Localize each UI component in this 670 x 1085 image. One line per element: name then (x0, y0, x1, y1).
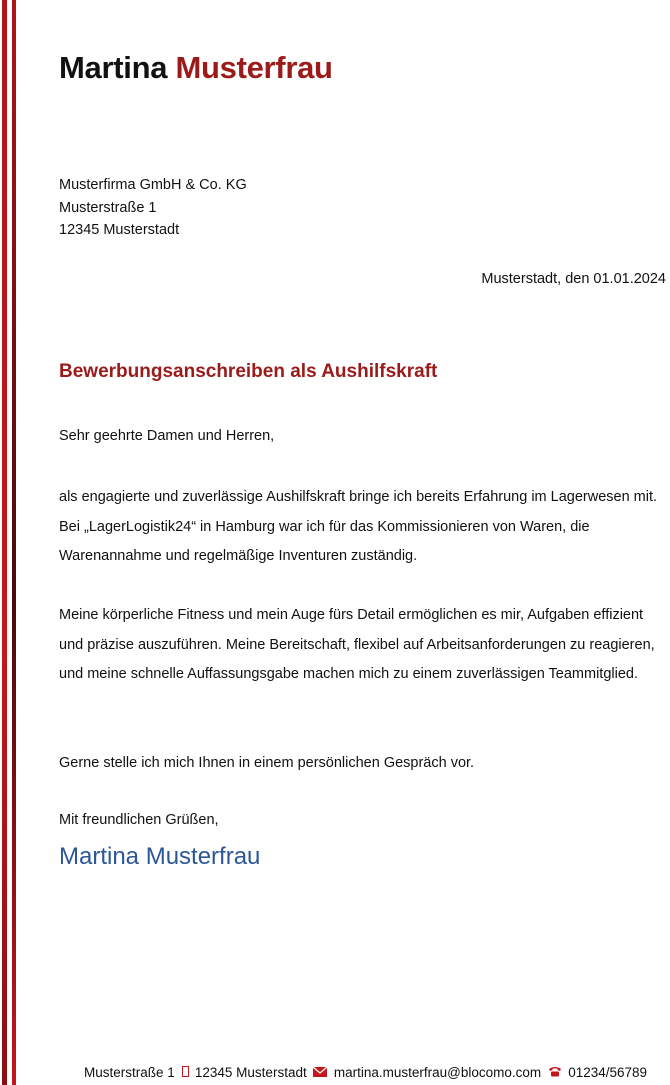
body-paragraph-1: als engagierte und zuverlässige Aushilfskraft bringe ich bereits Erfahrung im Lagerwesen mit. Bei „LagerLogistik24“ in Hamburg war ich für das Kommissionieren von Waren, die Warenannahme und regelmäßige Inventuren zuständig. (59, 489, 658, 564)
recipient-city: 12345 Musterstadt (59, 222, 180, 239)
header-first-name: Martina (59, 50, 168, 85)
header-name (59, 50, 333, 86)
closing: Mit freundlichen Grüßen, (59, 812, 219, 828)
body-paragraph-2: Meine körperliche Fitness und mein Auge fürs Detail ermöglichen es mir, Aufgaben effizient und präzise auszuführen. Meine Bereitschaft, flexibel auf Arbeitsanforderungen zu reagieren, und meine schnelle Auffassungsgabe machen mich zu einem zuverlässigen Teammitglied. (59, 607, 655, 682)
recipient-street: Musterstraße 1 (59, 199, 157, 216)
footer-street: Musterstraße 1 (84, 1065, 175, 1080)
salutation: Sehr geehrte Damen und Herren, (59, 428, 275, 444)
footer-phone[interactable]: 01234/56789 (568, 1065, 648, 1080)
footer-email[interactable]: martina.musterfrau@blocomo.com (333, 1065, 542, 1080)
body-paragraph-3: Gerne stelle ich mich Ihnen in einem persönlichen Gespräch vor. (59, 755, 475, 771)
recipient-address (59, 174, 247, 242)
letter-date: Musterstadt, den 01.01.2024 (481, 271, 666, 287)
location-icon (182, 1066, 192, 1080)
email-icon (313, 1066, 330, 1080)
left-accent-bar-thin (12, 0, 16, 1085)
left-accent-bar-thick (2, 0, 7, 1085)
recipient-company: Musterfirma GmbH & Co. KG (59, 177, 247, 193)
header-last-name: Musterfrau (175, 50, 333, 85)
footer-contact (84, 1065, 647, 1080)
footer-city: 12345 Musterstadt (194, 1065, 307, 1080)
phone-icon (548, 1066, 565, 1080)
letter-subject: Bewerbungsanschreiben als Aushilfskraft (59, 361, 438, 382)
signature: Martina Musterfrau (59, 843, 261, 870)
